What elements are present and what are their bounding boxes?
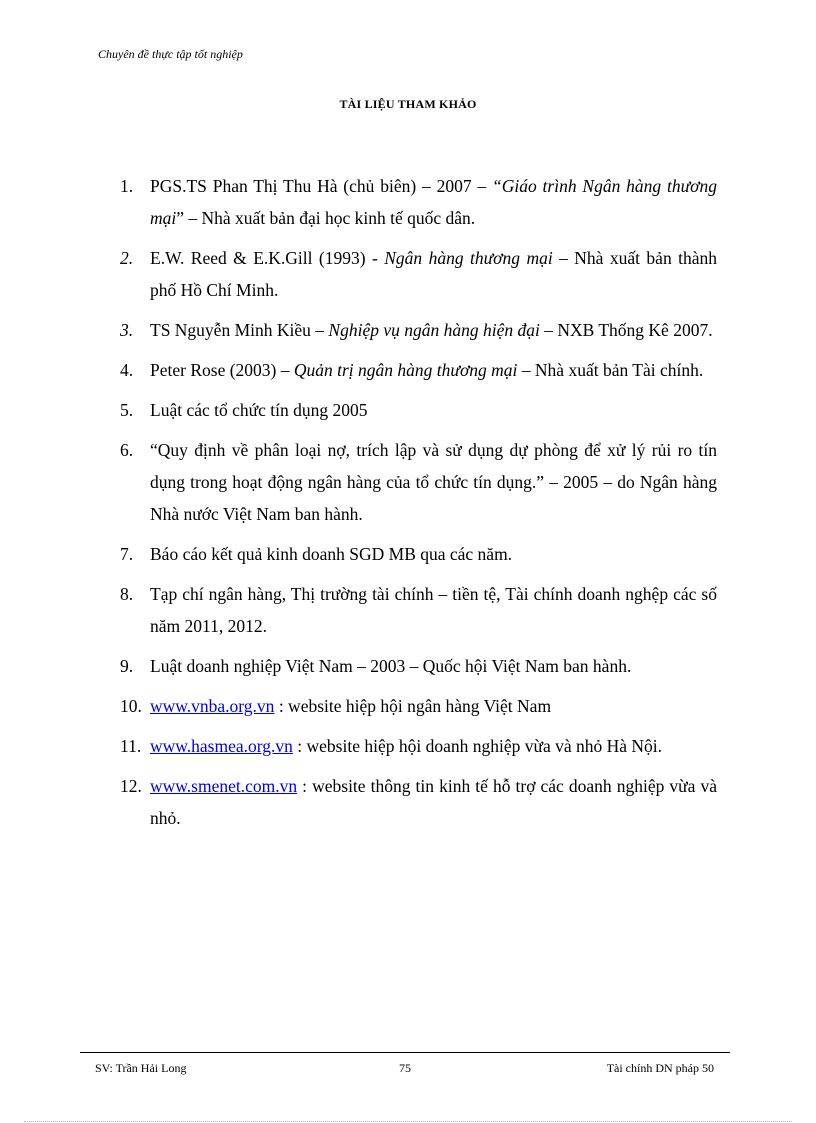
footer-student: SV: Trần Hải Long bbox=[95, 1061, 187, 1075]
reference-item bbox=[120, 538, 717, 570]
reference-item bbox=[120, 770, 717, 834]
page-edge bbox=[24, 1121, 792, 1122]
reference-title: Nghiệp vụ ngân hàng hiện đại bbox=[328, 320, 540, 340]
reference-item bbox=[120, 434, 717, 530]
reference-text: Báo cáo kết quả kinh doanh SGD MB qua các năm. bbox=[150, 544, 513, 564]
reference-item bbox=[120, 690, 717, 722]
reference-item bbox=[120, 730, 717, 762]
page-title: TÀI LIỆU THAM KHẢO bbox=[339, 97, 477, 111]
reference-text: – Nhà xuất bản thành phố Hồ Chí Minh. bbox=[150, 248, 717, 300]
reference-number: 12. bbox=[120, 776, 142, 796]
reference-item bbox=[120, 354, 717, 386]
reference-item bbox=[120, 578, 717, 642]
reference-list bbox=[120, 170, 717, 842]
reference-text: : website hiệp hội doanh nghiệp vừa và nhỏ Hà Nội. bbox=[292, 736, 663, 756]
reference-text: Luật doanh nghiệp Việt Nam – 2003 – Quốc hội Việt Nam ban hành. bbox=[150, 656, 632, 676]
reference-item bbox=[120, 314, 717, 346]
reference-number: 2. bbox=[120, 248, 134, 268]
reference-text: PGS.TS Phan Thị Thu Hà (chủ biên) – 2007 – bbox=[150, 176, 492, 196]
reference-number: 5. bbox=[120, 400, 134, 420]
reference-text: : website thông tin kinh tế hỗ trợ các doanh nghiệp vừa và nhỏ. bbox=[150, 776, 717, 828]
reference-item bbox=[120, 242, 717, 306]
footer-class: Tài chính DN pháp 50 bbox=[606, 1061, 714, 1075]
reference-number: 1. bbox=[120, 176, 134, 196]
reference-number: 3. bbox=[120, 320, 134, 340]
reference-text: – Nhà xuất bản Tài chính. bbox=[517, 360, 704, 380]
reference-text: “Quy định về phân loại nợ, trích lập và sử dụng dự phòng để xử lý rủi ro tín dụng trong hoạt động ngân hàng của tổ chức tín dụng.” – 2005 – do Ngân hàng Nhà nước Việt Nam ban hành. bbox=[150, 440, 717, 524]
running-header: Chuyên đề thực tập tốt nghiệp bbox=[98, 47, 243, 61]
reference-text: Luật các tổ chức tín dụng 2005 bbox=[150, 400, 368, 420]
website-link-smenet[interactable]: www.smenet.com.vn bbox=[150, 776, 298, 796]
reference-number: 6. bbox=[120, 440, 134, 460]
reference-number: 11. bbox=[120, 736, 142, 756]
reference-item bbox=[120, 170, 717, 234]
reference-text: ” – Nhà xuất bản đại học kinh tế quốc dân. bbox=[176, 208, 476, 228]
reference-number: 4. bbox=[120, 360, 134, 380]
reference-text: Peter Rose (2003) – bbox=[150, 360, 294, 380]
reference-title: Ngân hàng thương mại bbox=[384, 248, 553, 268]
reference-title: “Giáo trình Ngân hàng thương mại bbox=[150, 176, 717, 228]
page-number: 75 bbox=[399, 1061, 411, 1075]
reference-text: Tạp chí ngân hàng, Thị trường tài chính – tiền tệ, Tài chính doanh nghệp các số năm 2011, 2012. bbox=[150, 584, 717, 636]
reference-number: 8. bbox=[120, 584, 134, 604]
reference-item bbox=[120, 650, 717, 682]
website-link-hasmea[interactable]: www.hasmea.org.vn bbox=[150, 736, 293, 756]
reference-text: : website hiệp hội ngân hàng Việt Nam bbox=[274, 696, 552, 716]
reference-number: 7. bbox=[120, 544, 134, 564]
reference-text: E.W. Reed & E.K.Gill (1993) - bbox=[150, 248, 385, 268]
reference-text: – NXB Thống Kê 2007. bbox=[539, 320, 713, 340]
reference-number: 9. bbox=[120, 656, 134, 676]
footer-divider bbox=[80, 1052, 730, 1053]
website-link-vnba[interactable]: www.vnba.org.vn bbox=[150, 696, 275, 716]
reference-title: Quản trị ngân hàng thương mại bbox=[293, 360, 518, 380]
reference-text: TS Nguyễn Minh Kiều – bbox=[150, 320, 329, 340]
reference-number: 10. bbox=[120, 696, 142, 716]
reference-item bbox=[120, 394, 717, 426]
